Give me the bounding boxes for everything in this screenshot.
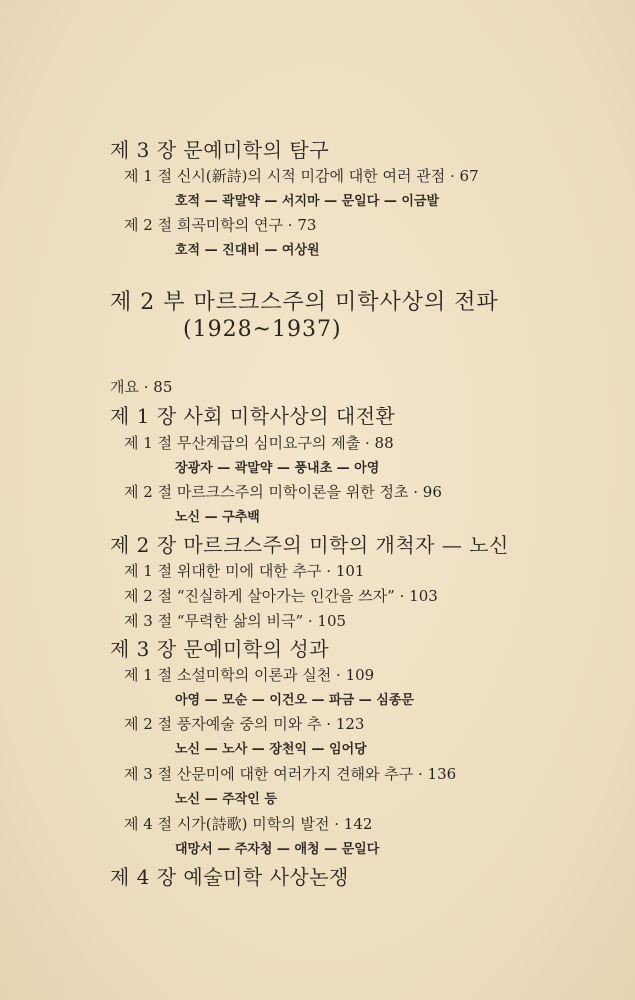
author-list: 호적 — 곽말약 — 서지마 — 문일다 — 이금발	[175, 194, 440, 209]
author-list: 호적 — 진대비 — 여상원	[175, 243, 320, 258]
author-list: 장광자 — 곽말약 — 풍내초 — 아영	[175, 461, 380, 476]
author-list: 노신 — 주작인 등	[175, 792, 277, 807]
section-entry: 제 1 절 소설미학의 이론과 실천 · 109	[124, 666, 375, 684]
overview-entry: 개요 · 85	[110, 378, 173, 396]
chapter-heading: 제 3 장 문예미학의 성과	[110, 637, 330, 661]
section-entry: 제 3 절 “무력한 삶의 비극” · 105	[124, 612, 347, 630]
author-list: 노신 — 노사 — 장천익 — 임어당	[175, 742, 367, 757]
section-entry: 제 1 절 무산계급의 심미요구의 제출 · 88	[124, 434, 394, 452]
section-entry: 제 2 절 풍자예술 중의 미와 추 · 123	[124, 715, 365, 733]
section-entry: 제 4 절 시가(詩歌) 미학의 발전 · 142	[124, 815, 373, 833]
chapter-heading: 제 4 장 예술미학 사상논쟁	[110, 865, 349, 889]
section-entry: 제 1 절 신시(新詩)의 시적 미감에 대한 여러 관점 · 67	[124, 167, 479, 185]
part-heading: 제 2 부 마르크스주의 미학사상의 전파	[110, 290, 499, 315]
author-list: 대망서 — 주자청 — 애청 — 문일다	[175, 842, 380, 857]
part-years: (1928~1937)	[183, 317, 342, 342]
section-entry: 제 2 절 마르크스주의 미학이론을 위한 정초 · 96	[124, 483, 442, 501]
chapter-heading: 제 2 장 마르크스주의 미학의 개척자 — 노신	[110, 533, 509, 557]
section-entry: 제 2 절 희곡미학의 연구 · 73	[124, 216, 317, 234]
author-list: 아영 — 모순 — 이건오 — 파금 — 심종문	[175, 693, 414, 708]
author-list: 노신 — 구추백	[175, 510, 260, 525]
chapter-heading: 제 1 장 사회 미학사상의 대전환	[110, 404, 396, 428]
chapter-heading: 제 3 장 문예미학의 탐구	[110, 138, 330, 162]
section-entry: 제 2 절 “진실하게 살아가는 인간을 쓰자” · 103	[124, 587, 438, 605]
section-entry: 제 1 절 위대한 미에 대한 추구 · 101	[124, 562, 365, 580]
section-entry: 제 3 절 산문미에 대한 여러가지 견해와 추구 · 136	[124, 765, 457, 783]
